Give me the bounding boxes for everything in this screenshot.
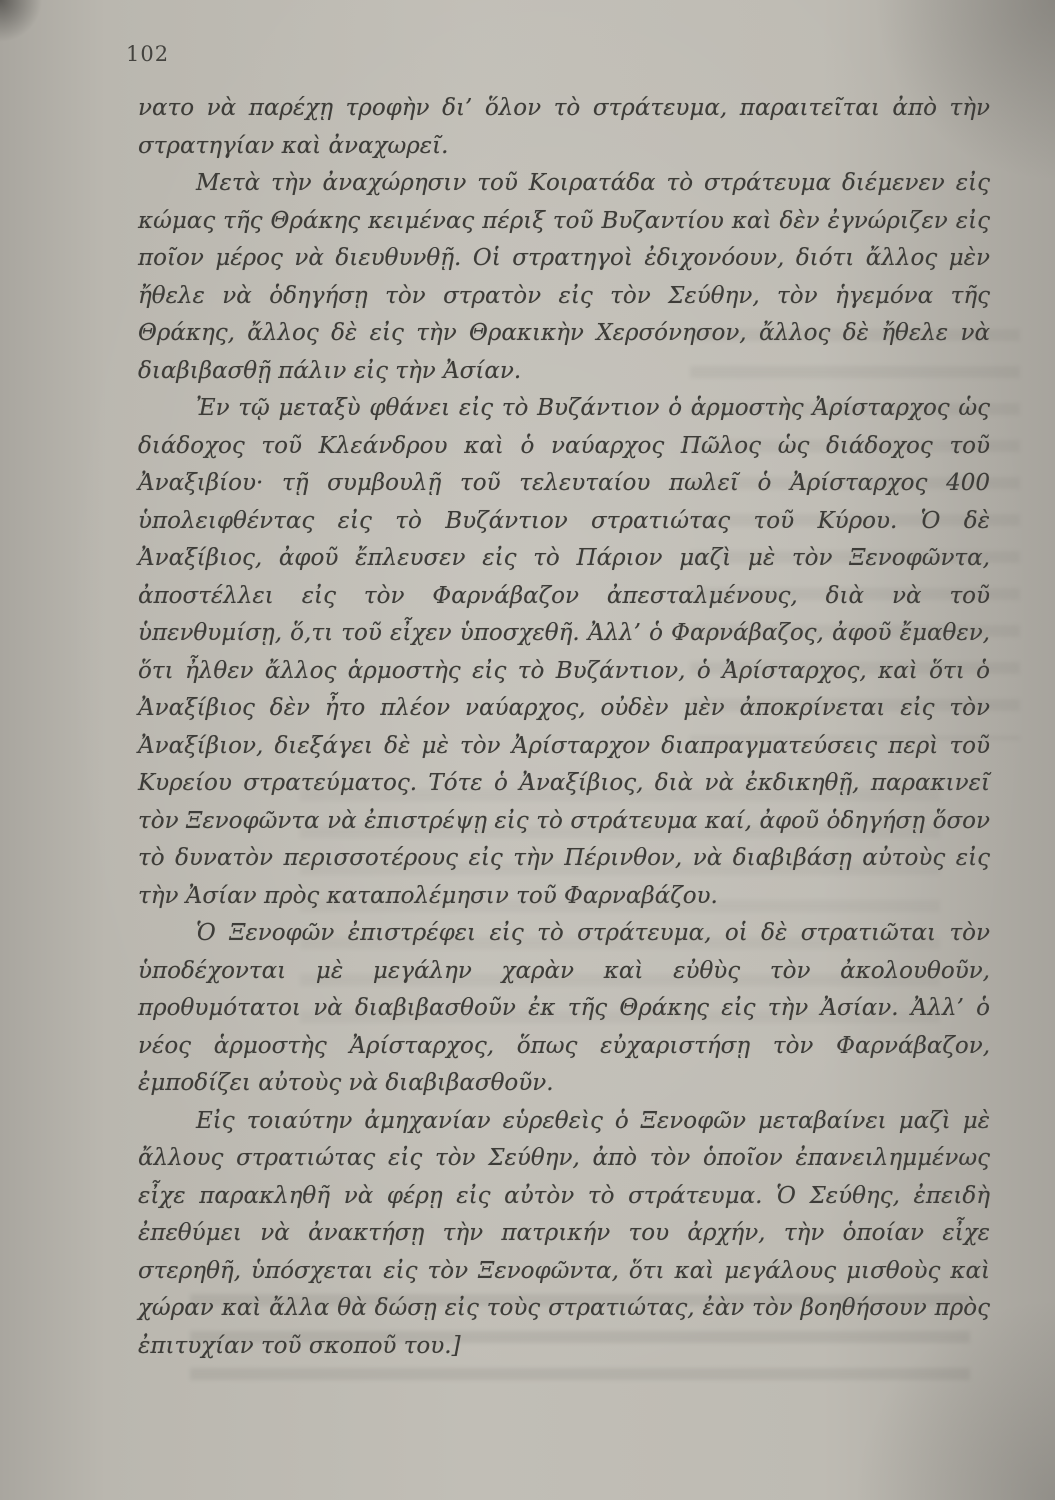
paragraph: Ὁ Ξενοφῶν ἐπιστρέφει εἰς τὸ στράτευμα, οἱ δὲ στρατιῶται τὸν ὑποδέχονται μὲ μεγάλην χαρὰν καὶ εὐθὺς τὸν ἀκολουθοῦν, προθυμότατοι νὰ διαβιβασθοῦν ἐκ τῆς Θράκης εἰς τὴν Ἀσίαν. Ἀλλ’ ὁ νέος ἁρμοστὴς Ἀρίσταρχος, ὅπως εὐχαριστήσῃ τὸν Φαρνάβαζον, ἐμποδίζει αὐτοὺς νὰ διαβιβασθοῦν. (138, 920, 990, 1096)
text-block (138, 90, 990, 1365)
paragraph-continuation: νατο νὰ παρέχῃ τροφὴν δι’ ὅλον τὸ στράτευμα, παραιτεῖται ἀπὸ τὴν στρατηγίαν καὶ ἀναχωρεῖ. (138, 95, 990, 159)
paragraph: Εἰς τοιαύτην ἀμηχανίαν εὑρεθεὶς ὁ Ξενοφῶν μεταβαίνει μαζὶ μὲ ἄλλους στρατιώτας εἰς τὸν Σεύθην, ἀπὸ τὸν ὁποῖον ἐπανειλημμένως εἶχε παρακληθῆ νὰ φέρῃ εἰς αὐτὸν τὸ στράτευμα. Ὁ Σεύθης, ἐπειδὴ ἐπεθύμει νὰ ἀνακτήσῃ τὴν πατρικήν του ἀρχήν, τὴν ὁποίαν εἶχε στερηθῆ, ὑπόσχεται εἰς τὸν Ξενοφῶντα, ὅτι καὶ μεγάλους μισθοὺς καὶ χώραν καὶ ἄλλα θὰ δώσῃ εἰς τοὺς στρατιώτας, ἐὰν τὸν βοηθήσουν πρὸς ἐπιτυχίαν τοῦ σκοποῦ του.] (138, 1107, 990, 1359)
paragraph: Ἐν τῷ μεταξὺ φθάνει εἰς τὸ Βυζάντιον ὁ ἁρμοστὴς Ἀρίσταρχος ὡς διάδοχος τοῦ Κλεάνδρου καὶ ὁ ναύαρχος Πῶλος ὡς διάδοχος τοῦ Ἀναξιβίου· τῇ συμβουλῇ τοῦ τελευταίου πωλεῖ ὁ Ἀρίσταρχος 400 ὑπολειφθέντας εἰς τὸ Βυζάντιον στρατιώτας τοῦ Κύρου. Ὁ δὲ Ἀναξίβιος, ἀφοῦ ἔπλευσεν εἰς τὸ Πάριον μαζὶ μὲ τὸν Ξενοφῶντα, ἀποστέλλει εἰς τὸν Φαρνάβαζον ἀπεσταλμένους, διὰ νὰ τοῦ ὑπενθυμίσῃ, ὅ,τι τοῦ εἶχεν ὑποσχεθῆ. Ἀλλ’ ὁ Φαρνάβαζος, ἀφοῦ ἔμαθεν, ὅτι ἦλθεν ἄλλος ἁρμοστὴς εἰς τὸ Βυζάντιον, ὁ Ἀρίσταρχος, καὶ ὅτι ὁ Ἀναξίβιος δὲν ἦτο πλέον ναύαρχος, οὐδὲν μὲν ἀποκρίνεται εἰς τὸν Ἀναξίβιον, διεξάγει δὲ μὲ τὸν Ἀρίσταρχον διαπραγματεύσεις περὶ τοῦ Κυρείου στρατεύματος. Τότε ὁ Ἀναξίβιος, διὰ νὰ ἐκδικηθῇ, παρακινεῖ τὸν Ξενοφῶντα νὰ ἐπιστρέψῃ εἰς τὸ στράτευμα καί, ἀφοῦ ὁδηγήσῃ ὅσον τὸ δυνατὸν περισσοτέρους εἰς τὴν Πέρινθον, νὰ διαβιβάσῃ αὐτοὺς εἰς τὴν Ἀσίαν πρὸς καταπολέμησιν τοῦ Φαρναβάζου. (138, 395, 990, 909)
page-number: 102 (126, 42, 170, 66)
paragraph: Μετὰ τὴν ἀναχώρησιν τοῦ Κοιρατάδα τὸ στράτευμα διέμενεν εἰς κώμας τῆς Θράκης κειμένας πέριξ τοῦ Βυζαντίου καὶ δὲν ἐγνώριζεν εἰς ποῖον μέρος νὰ διευθυνθῇ. Οἱ στρατηγοὶ ἐδιχονόουν, διότι ἄλλος μὲν ἤθελε νὰ ὁδηγήσῃ τὸν στρατὸν εἰς τὸν Σεύθην, τὸν ἡγεμόνα τῆς Θράκης, ἄλλος δὲ εἰς τὴν Θρακικὴν Χερσόνησον, ἄλλος δὲ ἤθελε νὰ διαβιβασθῇ πάλιν εἰς τὴν Ἀσίαν. (138, 170, 990, 384)
